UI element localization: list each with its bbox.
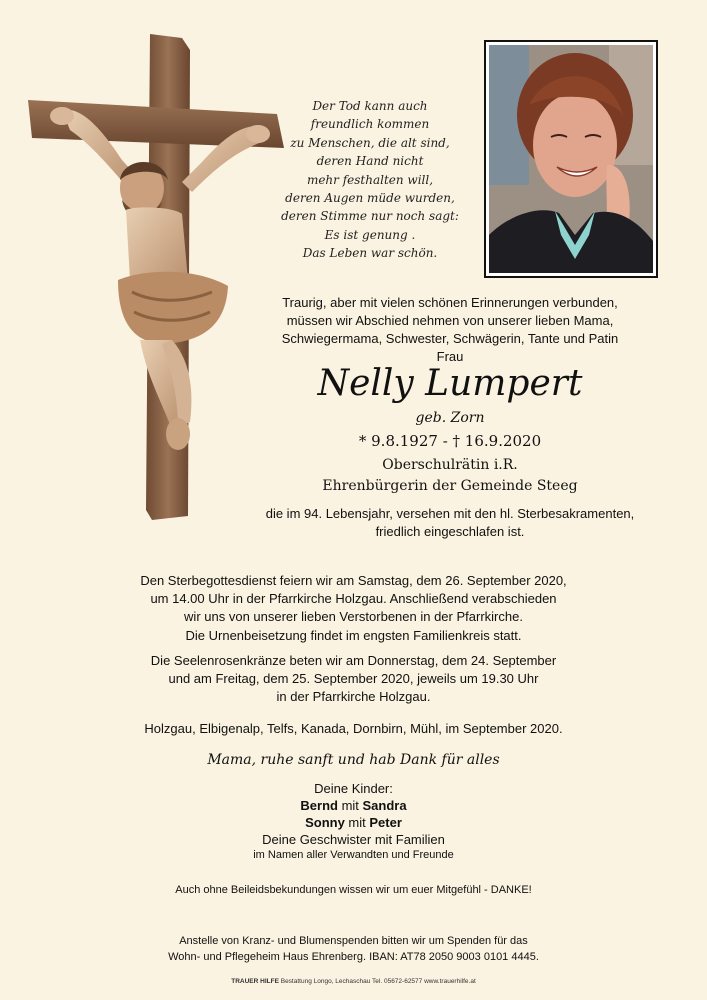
portrait-photo <box>484 40 658 278</box>
child-name: Bernd <box>300 798 338 813</box>
siblings-line: Deine Geschwister mit Familien <box>262 832 445 847</box>
rosary-line: in der Pfarrkirche Holzgau. <box>276 689 431 704</box>
child-name: Sonny <box>305 815 345 830</box>
poem-line: Der Tod kann auch <box>312 99 428 113</box>
rosary-text <box>40 652 667 706</box>
service-line: Den Sterbegottesdienst feiern wir am Samstag, dem 26. September 2020, <box>140 573 567 588</box>
footer <box>40 978 667 985</box>
urn-burial-text: Die Urnenbeisetzung findet im engsten Familienkreis statt. <box>185 628 522 643</box>
partner-name: Sandra <box>362 798 407 813</box>
honorary-title: Ehrenbürgerin der Gemeinde Steeg <box>322 478 578 494</box>
connector-text: mit <box>337 798 363 813</box>
poem-line: deren Augen müde wurden, <box>285 191 455 206</box>
partner-name: Peter <box>369 815 402 830</box>
places-date: Holzgau, Elbigenalp, Telfs, Kanada, Dornbirn, Mühl, im September 2020. <box>144 721 563 736</box>
intro-text <box>240 294 660 366</box>
thanks-line: Auch ohne Beileidsbekundungen wissen wir um euer Mitgefühl - DANKE! <box>175 884 532 896</box>
intro-line: Schwiegermama, Schwester, Schwägerin, Tante und Patin <box>281 331 619 346</box>
poem-line: mehr festhalten will, <box>306 172 434 187</box>
poem-line: zu Menschen, die alt sind, <box>290 135 450 150</box>
footer-text: Bestattung Longo, Lechaschau Tel. 05672-62577 www.trauerhilfe.at <box>278 978 476 985</box>
born-name: geb. Zorn <box>415 410 485 426</box>
family-list <box>40 780 667 848</box>
portrait-image <box>489 45 653 273</box>
death-info-line: die im 94. Lebensjahr, versehen mit den hl. Sterbesakramenten, <box>265 506 635 521</box>
poem-line: freundlich kommen <box>310 117 430 132</box>
donation-line: Anstelle von Kranz- und Blumenspenden bitten wir um Spenden für das <box>179 935 528 947</box>
donation-line: Wohn- und Pflegeheim Haus Ehrenberg. IBAN: AT78 2050 9003 0101 4445. <box>168 951 539 963</box>
family-member-row <box>40 814 667 831</box>
donation-text <box>40 933 667 965</box>
connector-text: mit <box>344 815 370 830</box>
farewell-line: Mama, ruhe sanft und hab Dank für alles <box>207 752 500 768</box>
relatives-line: im Namen aller Verwandten und Freunde <box>253 849 454 861</box>
family-heading: Deine Kinder: <box>314 781 393 796</box>
poem-line: deren Hand nicht <box>316 154 424 169</box>
intro-line: müssen wir Abschied nehmen von unserer lieben Mama, <box>286 313 614 328</box>
footer-brand: TRAUER HILFE <box>231 978 279 985</box>
rosary-line: und am Freitag, dem 25. September 2020, jeweils um 19.30 Uhr <box>168 671 539 686</box>
poem <box>270 97 470 263</box>
crucifix-image <box>22 30 292 530</box>
family-member-row <box>40 797 667 814</box>
funeral-service-text <box>40 572 667 626</box>
service-line: um 14.00 Uhr in der Pfarrkirche Holzgau. Anschließend verabschieden <box>150 591 557 606</box>
poem-line: deren Stimme nur noch sagt: <box>281 209 459 224</box>
poem-line: Das Leben war schön. <box>302 246 438 261</box>
intro-line: Traurig, aber mit vielen schönen Erinnerungen verbunden, <box>282 295 618 310</box>
poem-line: Es ist genung . <box>324 227 416 242</box>
honorary-title: Oberschulrätin i.R. <box>382 457 518 473</box>
death-info <box>240 505 660 541</box>
intro-line: Frau <box>436 349 464 364</box>
death-info-line: friedlich eingeschlafen ist. <box>375 524 525 539</box>
life-dates: * 9.8.1927 - † 16.9.2020 <box>358 432 542 450</box>
rosary-line: Die Seelenrosenkränze beten wir am Donnerstag, dem 24. September <box>150 653 557 668</box>
deceased-name: Nelly Lumpert <box>317 363 583 404</box>
service-line: wir uns von unserer lieben Verstorbenen in der Pfarrkirche. <box>184 609 523 624</box>
